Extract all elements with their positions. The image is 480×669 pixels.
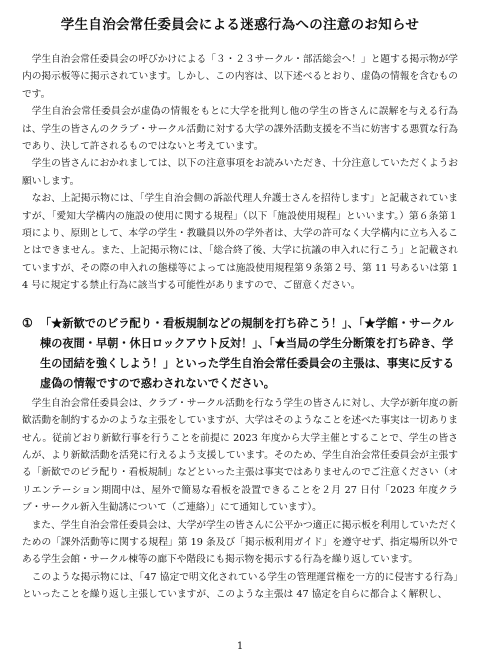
section-paragraph: このような掲示物には、「47 協定で明文化されている学生の管理運営権を一方的に侵害する行為」といったことを繰り返し主張していますが、このような主張は 47 協定を自らに都合よく解釈し、 bbox=[22, 571, 458, 601]
intro-paragraph: 学生自治会常任委員会の呼びかけによる「３・２３サークル・部活総会へ！」と題する掲示物が学内の掲示板等に掲示されています。しかし、この内容は、以下述べるとおり、虚偽の情報を含むものです。 bbox=[22, 54, 458, 100]
section-number: ① bbox=[22, 315, 33, 330]
document-title: 学生自治会常任委員会による迷惑行為への注意のお知らせ bbox=[60, 17, 420, 33]
section-1-body bbox=[22, 395, 458, 604]
page-number: 1 bbox=[236, 641, 244, 652]
intro-paragraph: 学生自治会常任委員会が虚偽の情報をもとに大学を批判し他の学生の皆さんに誤解を与える行為は、学生の皆さんのクラブ・サークル活動に対する大学の課外活動支援を不当に妨害する悪質な行為であり、決して許されるものではないと考えています。 bbox=[22, 106, 458, 153]
intro-paragraph: なお、上記掲示物には、「学生自治会側の訴訟代理人弁護士さんを招待します」と記載されていますが、「愛知大学構内の施設の使用に関する規程」（以下「施設使用規程」といいます。）第６条第１項により、原則として、本学の学生・教職員以外の学外者は、大学の許可なく大学構内に立ち入ることはできません。また、上記掲示物には、「総合終了後、大学に抗議の申入れに行こう」と記載されていますが、その際の申入れの態様等によっては施設使用規程第９条第２号、第 11 号あるいは第 14 号に規定する禁止行為に該当する可能性がありますので、ご留意ください。 bbox=[22, 193, 458, 292]
section-1-heading bbox=[22, 313, 458, 393]
intro-section bbox=[22, 51, 458, 295]
section-paragraph: 学生自治会常任委員会は、クラブ・サークル活動を行なう学生の皆さんに対し、大学が新年度の新歓活動を制約するかのような主張をしていますが、大学はそのようなことを述べた事実は一切ありません。従前どおり新歓行事を行うことを前提に 2023 年度から大学主催とすることで、学生の皆さんが、より新歓活動を活発に行えるよう支援しています。そのため、学生自治会常任委員会が主張する「新歓でのビラ配り・看板規制」などといった主張は事実ではありませんのでご注意ください（オリエンテーション期間中は、屋外で簡易な看板を設置できることを２月 27 日付「2023 年度クラブ・サークル新入生勧誘について（ご連絡）」にて通知しています）。 bbox=[22, 397, 458, 514]
section-paragraph: また、学生自治会常任委員会は、大学が学生の皆さんに公平かつ適正に掲示板を利用していただくための「課外活動等に関する規程」第 19 条及び「掲示板利用ガイド」を遵守せず、指定場所以外である学生会館・サークル棟等の廊下や階段にも掲示物を掲示する行為を繰り返しています。 bbox=[22, 519, 458, 566]
intro-paragraph: 学生の皆さんにおかれましては、以下の注意事項をお読みいただき、十分注意していただくようお願いします。 bbox=[22, 158, 458, 187]
section-heading-text: 「★新歓でのビラ配り・看板規制などの規制を打ち砕こう！」、「★学館・サークル棟の夜間・早朝・休日ロックアウト反対！」、「★当局の学生分断策を打ち砕き、学生の団結を強くしよう！」といった学生自治会常任委員会の主張は、事実に反する虚偽の情報ですので惑わされないでください。 bbox=[40, 315, 454, 390]
